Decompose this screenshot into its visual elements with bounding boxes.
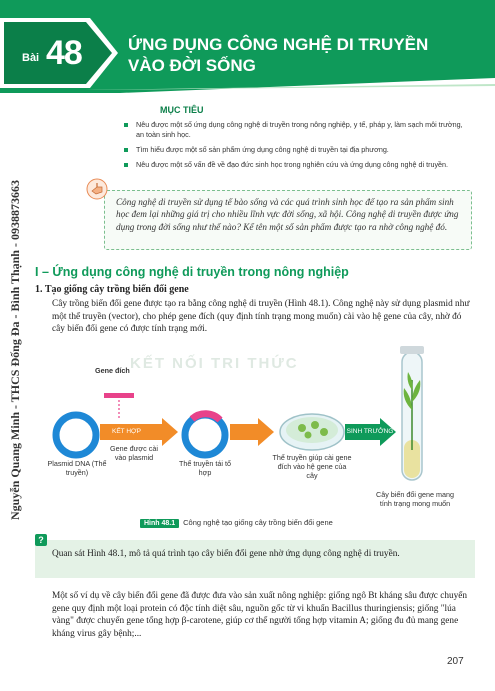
recombinant-gene-arc: [192, 414, 220, 420]
question-text: Quan sát Hình 48.1, mô tả quá trình tạo cây biến đổi gene nhờ ứng dụng công nghệ di truyền.: [52, 549, 400, 559]
objective-item: Tìm hiểu được một số sản phẩm ứng dụng công nghệ di truyền tại địa phương.: [122, 145, 467, 155]
pointing-hand-icon: [86, 178, 108, 200]
tube-cap: [400, 346, 424, 354]
transfer-arrow: [230, 418, 274, 446]
intro-text: Công nghệ di truyền sử dụng tế bào sống và các quá trình sinh học để tạo ra sản phẩm sinh học đem lại những giá trị cho nhiều lĩnh vực đời sống, xã hội. Công nghệ di truyền được ứng dụng trong đời sống như thế nào? Kể tên một số sản phẩm được tạo ra nhờ công nghệ đó.: [116, 197, 459, 232]
recombinant-label: Thể truyền tái tổ hợp: [179, 459, 231, 477]
gm-process-diagram: [40, 340, 480, 540]
objectives-list: [122, 120, 467, 175]
gene-inserted-label: Gene được cài vào plasmid: [110, 444, 158, 462]
petri-medium: [286, 417, 338, 443]
section-heading: I – Ứng dụng công nghệ di truyền trong nông nghiệp: [35, 265, 349, 279]
page-number: 207: [447, 656, 464, 667]
objective-item: Nêu được một số vấn đề về đạo đức sinh học trong nghiên cứu và ứng dụng công nghệ di truyền.: [122, 160, 467, 170]
combine-step-label: KẾT HỢP: [112, 428, 141, 435]
plasmid-ring: [56, 415, 96, 455]
recombinant-ring: [185, 415, 225, 455]
grow-step-label: SINH TRƯỞNG: [346, 428, 394, 435]
side-watermark-text: Nguyễn Quang Minh - THCS Đống Đa - Bình Thạnh - 0938873663: [8, 180, 22, 520]
lesson-title: ỨNG DỤNG CÔNG NGHỆ DI TRUYỀN VÀO ĐỜI SỐNG: [128, 35, 429, 75]
body-paragraph: Cây trồng biến đổi gene được tạo ra bằng công nghệ di truyền (Hình 48.1). Công nghệ này sử dụng plasmid như một thể truyền (vector), cho phép gene đích (quy định tính trạng mong muốn) cài vào hệ gene của cây, nhờ đó cây biến đổi gene có được tính trạng mới.: [52, 299, 470, 335]
plasmid-label: Plasmid DNA (Thể truyền): [47, 459, 107, 477]
sub-heading: 1. Tạo giống cây trồng biến đổi gene: [35, 284, 189, 295]
question-icon: ?: [35, 534, 47, 546]
examples-paragraph: Một số ví dụ về cây biến đổi gene đã được đưa vào sản xuất nông nghiệp: giống ngô Bt kháng sâu được chuyển gene quy định một loại protein có độc tính diệt sâu, nguồn gốc từ vi khuẩn Bacillus thuringiensis; giống "lúa vàng" được chuyển gene tổng hợp β-carotene, giúp cơ thể người tổng hợp vitamin A; giống đu đủ mang gene kháng virus gây bệnh;...: [52, 591, 468, 639]
figure-badge: Hình 48.1: [140, 519, 179, 528]
lesson-word: Bài: [22, 52, 40, 64]
figure-caption: [140, 518, 333, 528]
gm-plant-label: Cây biến đổi gene mang tính trạng mong muốn: [376, 490, 454, 508]
figure-caption-text: Công nghệ tạo giống cây trồng biến đổi gene: [183, 518, 333, 527]
gene-target-label: Gene đích: [95, 366, 130, 375]
vector-help-label: Thể truyền giúp cài gene đích vào hệ gene của cây: [272, 453, 352, 480]
lesson-number: 48: [46, 34, 82, 72]
objective-item: Nêu được một số ứng dụng công nghệ di truyền trong nông nghiệp, y tế, pháp y, làm sạch môi trường, an toàn sinh học.: [122, 120, 467, 140]
objectives-heading: MỤC TIÊU: [160, 105, 204, 115]
diagram-watermark: KẾT NỐI TRI THỨC: [130, 355, 299, 372]
gene-target-segment: [104, 393, 134, 398]
